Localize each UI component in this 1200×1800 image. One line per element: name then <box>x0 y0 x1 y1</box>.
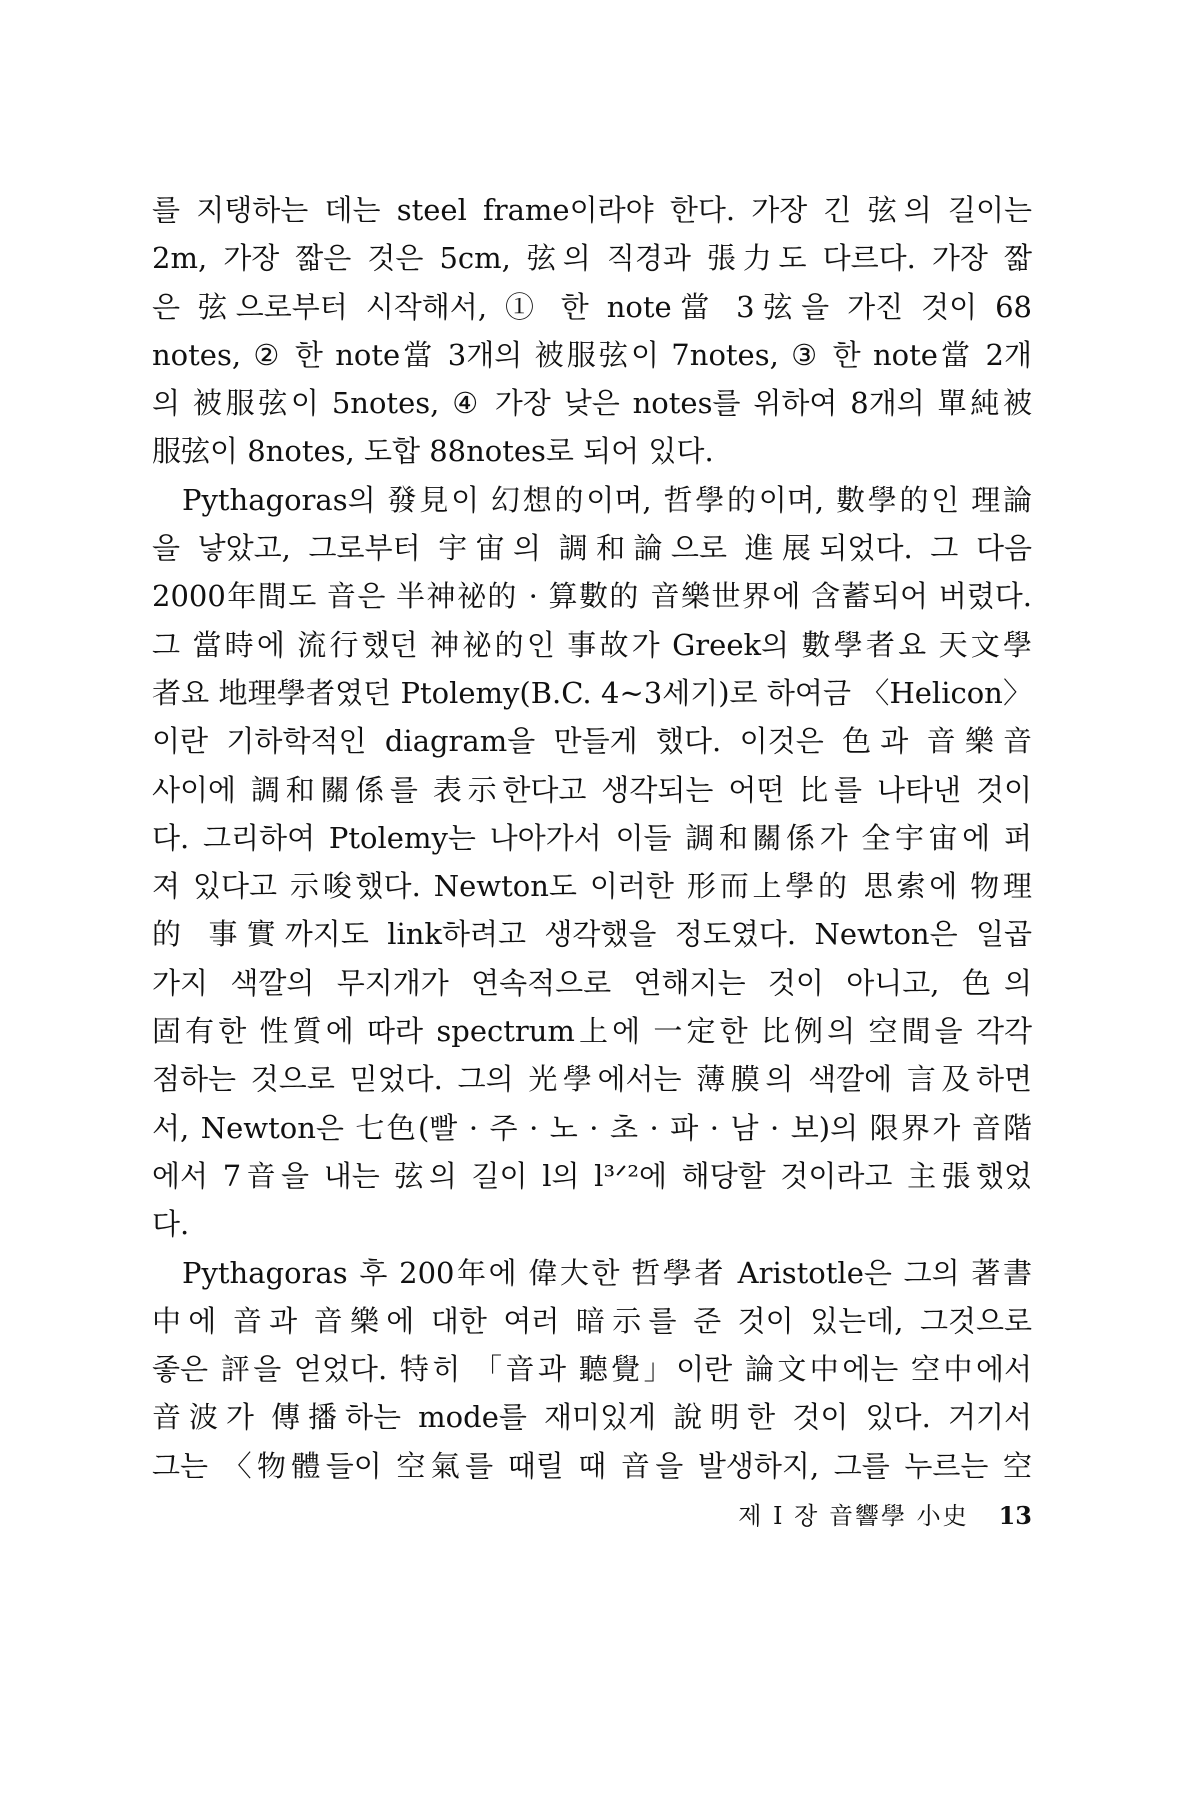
text-line: 2m, 가장 짧은 것은 5cm, 弦의 직경과 張力도 다르다. 가장 짧 <box>152 241 1032 276</box>
text-line: 서, Newton은 七色(빨 · 주 · 노 · 초 · 파 · 남 · 보)의 限界가 音階 <box>152 1110 1032 1145</box>
paragraph-start-line: Pythagoras 후 200年에 偉大한 哲學者 Aristotle은 그의 著書 <box>182 1255 1032 1290</box>
page-number: 13 <box>998 1501 1032 1530</box>
text-line: 가지 색깔의 무지개가 연속적으로 연해지는 것이 아니고, 色의 <box>152 965 1032 1000</box>
text-line: 점하는 것으로 믿었다. 그의 光學에서는 薄膜의 색깔에 言及하면 <box>152 1062 1032 1097</box>
body-text <box>152 186 1032 1490</box>
text-line: 그 當時에 流行했던 神祕的인 事故가 Greek의 數學者요 天文學 <box>152 627 1032 662</box>
text-line: notes, ② 한 note當 3개의 被服弦이 7notes, ③ 한 note當 2개 <box>152 337 1032 372</box>
chapter-title: 제 I 장 音響學 小史 <box>738 1502 969 1530</box>
text-line: 的 事實까지도 link하려고 생각했을 정도였다. Newton은 일곱 <box>152 917 1032 952</box>
text-line: 服弦이 8notes, 도합 88notes로 되어 있다. <box>152 434 714 469</box>
text-line: 져 있다고 示唆했다. Newton도 이러한 形而上學的 思索에 物理 <box>152 869 1032 904</box>
text-line: 音波가 傳播하는 mode를 재미있게 說明한 것이 있다. 거기서 <box>152 1400 1032 1435</box>
text-line: 를 지탱하는 데는 steel frame이라야 한다. 가장 긴 弦의 길이는 <box>152 193 1032 227</box>
text-line: 다. <box>152 1207 190 1242</box>
text-line: 2000年間도 音은 半神祕的 · 算數的 音樂世界에 含蓄되어 버렸다. <box>152 579 1032 614</box>
text-line: 사이에 調和關係를 表示한다고 생각되는 어떤 比를 나타낸 것이 <box>152 772 1032 807</box>
text-line: 의 被服弦이 5notes, ④ 가장 낮은 notes를 위하여 8개의 單純被 <box>152 386 1032 421</box>
text-line: 者요 地理學者였던 Ptolemy(B.C. 4~3세기)로 하여금 〈Helicon〉 <box>152 675 1032 710</box>
text-line: 다. 그리하여 Ptolemy는 나아가서 이들 調和關係가 全宇宙에 퍼 <box>152 820 1032 855</box>
running-footer <box>700 1496 1032 1536</box>
text-line: 을 낳았고, 그로부터 宇宙의 調和論으로 進展되었다. 그 다음 <box>152 531 1032 566</box>
text-line: 은 弦으로부터 시작해서, ① 한 note當 3弦을 가진 것이 68 <box>152 289 1032 324</box>
text-line: 에서 7音을 내는 弦의 길이 l의 l³ᐟ²에 해당할 것이라고 主張했었 <box>152 1158 1032 1193</box>
text-line: 좋은 評을 얻었다. 特히 「音과 聽覺」이란 論文中에는 空中에서 <box>152 1352 1032 1387</box>
paragraph-start-line: Pythagoras의 發見이 幻想的이며, 哲學的이며, 數學的인 理論 <box>182 482 1032 517</box>
text-line: 이란 기하학적인 diagram을 만들게 했다. 이것은 色과 音樂音 <box>152 724 1032 759</box>
text-line: 固有한 性質에 따라 spectrum上에 一定한 比例의 空間을 각각 <box>152 1014 1032 1049</box>
text-line: 그는 〈物體들이 空氣를 때릴 때 音을 발생하지, 그를 누르는 空 <box>152 1448 1032 1483</box>
text-line: 中에 音과 音樂에 대한 여러 暗示를 준 것이 있는데, 그것으로 <box>152 1303 1032 1338</box>
